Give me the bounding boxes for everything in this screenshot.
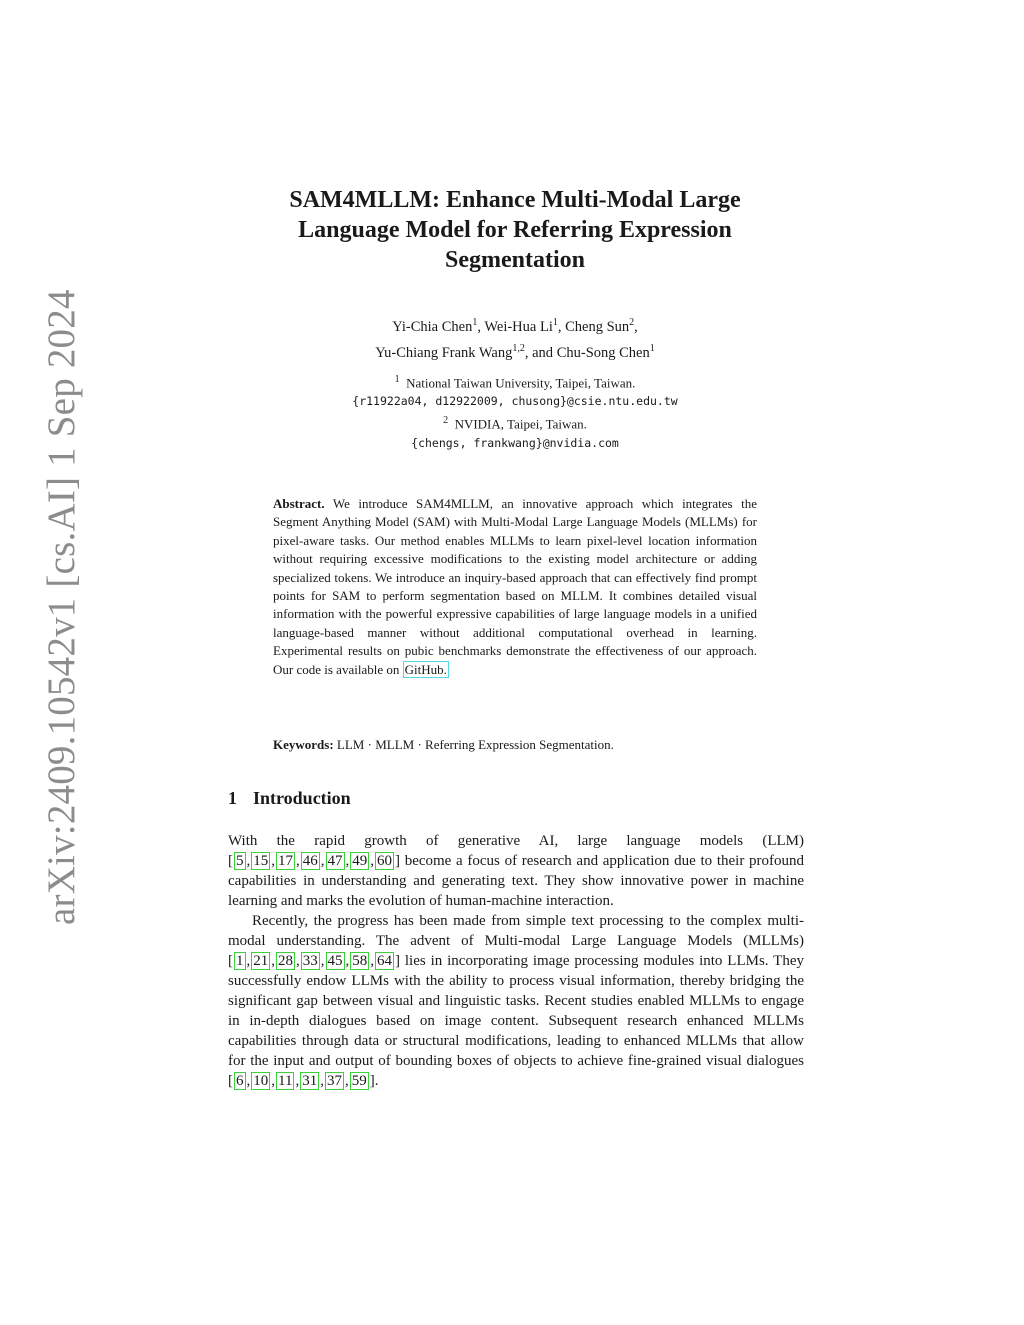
citation-separator: , xyxy=(271,1073,275,1089)
citation-link[interactable]: 58 xyxy=(352,953,368,969)
author-affil-mark: 1 xyxy=(472,317,478,328)
paragraph-text: ] become a focus of research and application due to their profound capabilities in understanding and generating text. They show innovative power in machine learning and marks the evolution of human-machine interaction. xyxy=(228,853,804,909)
keywords xyxy=(273,736,757,754)
arxiv-identifier: arXiv:2409.10542v1 [cs.AI] 1 Sep 2024 xyxy=(40,289,83,925)
affiliation-mark: 2 xyxy=(443,415,449,427)
citation-group xyxy=(233,853,395,869)
author-separator: , xyxy=(557,318,566,335)
citation-link[interactable]: 64 xyxy=(377,953,392,969)
citation-link[interactable]: 6 xyxy=(236,1073,244,1089)
citation-separator: , xyxy=(320,853,325,869)
paragraph xyxy=(228,911,804,1091)
abstract-label: Abstract. xyxy=(273,496,325,511)
paragraph-text: ]. xyxy=(369,1073,379,1089)
citation-separator: , xyxy=(370,953,374,969)
affiliation-line xyxy=(230,411,800,433)
keywords-text: LLM · MLLM · Referring Expression Segmentation. xyxy=(336,737,614,752)
citation-group xyxy=(233,953,395,969)
paragraph xyxy=(228,831,804,911)
citation-separator: , xyxy=(370,853,374,869)
citation-link[interactable]: 46 xyxy=(302,853,318,869)
citation-separator: , xyxy=(344,1073,349,1089)
citation-separator: , xyxy=(320,953,325,969)
paper-title xyxy=(230,185,800,275)
citation-link[interactable]: 47 xyxy=(327,853,343,869)
author-line xyxy=(230,338,800,364)
citation-separator: , xyxy=(271,853,275,869)
author-line xyxy=(230,312,800,338)
affiliation-mark: 1 xyxy=(394,374,400,385)
affiliation-email: {chengs, frankwang}@nvidia.com xyxy=(411,435,619,450)
citation-link[interactable]: 11 xyxy=(278,1073,293,1089)
title-line: Segmentation xyxy=(445,247,585,273)
citation-link[interactable]: 5 xyxy=(236,853,244,869)
author-separator: , and xyxy=(524,344,557,361)
author-separator: , xyxy=(634,318,638,335)
author-list xyxy=(230,312,800,364)
citation-separator: , xyxy=(320,1073,324,1089)
citation-link[interactable]: 21 xyxy=(253,953,269,969)
author-affil-mark: 1 xyxy=(552,317,558,328)
title-line: SAM4MLLM: Enhance Multi-Modal Large xyxy=(289,187,741,213)
citation-link[interactable]: 15 xyxy=(253,853,269,869)
affiliation-line xyxy=(230,370,800,392)
affiliation-name: NVIDIA, Taipei, Taiwan. xyxy=(454,416,587,432)
abstract-text: We introduce SAM4MLLM, an innovative approach which integrates the Segment Anything Model (SAM) with Multi-Modal Large Language Models (MLLMs) for pixel-aware tasks. Our method enables MLLMs to learn pixel-level location information without requiring excessive modifications to the existing model architecture or adding specialized tokens. We introduce an inquiry-based approach that can effectively find prompt points for SAM to perform segmentation based on MLLM. It combines detailed visual information with the powerful expressive capabilities of large language models in a unified language-based manner without additional computational overhead in learning. Experimental results on pubic benchmarks demonstrate the effectiveness of our approach. Our code is available on xyxy=(273,496,757,677)
author-name: Cheng Sun xyxy=(565,318,630,335)
author-separator: , xyxy=(477,318,485,335)
author-affil-mark: 1,2 xyxy=(512,342,525,354)
citation-link[interactable]: 37 xyxy=(326,1073,342,1089)
citation-link[interactable]: 17 xyxy=(278,853,293,869)
citation-link[interactable]: 45 xyxy=(327,953,343,969)
affiliations xyxy=(230,370,800,453)
citation-link[interactable]: 60 xyxy=(377,853,392,869)
citation-separator: , xyxy=(246,853,251,869)
citation-link[interactable]: 33 xyxy=(302,953,318,969)
citation-separator: , xyxy=(296,953,300,969)
citation-separator: , xyxy=(345,953,350,969)
citation-separator: , xyxy=(295,1073,300,1089)
body-text xyxy=(228,831,804,1091)
citation-link[interactable]: 59 xyxy=(351,1073,367,1089)
author-affil-mark: 2 xyxy=(629,317,635,328)
author-name: Yi-Chia Chen xyxy=(392,318,473,335)
author-affil-mark: 1 xyxy=(649,342,655,354)
paragraph-text: Recently, the progress has been made from simple text processing to the complex multi-modal understanding. The advent of Multi-modal Large Language Models (MLLMs) [ xyxy=(228,913,804,969)
keywords-label: Keywords: xyxy=(273,737,334,752)
citation-separator: , xyxy=(296,853,300,869)
author-name: Yu-Chiang Frank Wang xyxy=(375,344,513,361)
citation-separator: , xyxy=(246,953,251,969)
citation-group xyxy=(233,1073,370,1089)
github-link[interactable]: GitHub. xyxy=(404,661,447,677)
citation-link[interactable]: 10 xyxy=(253,1073,269,1089)
paragraph-text: With the rapid growth of generative AI, large language models (LLM) [ xyxy=(228,833,804,869)
section-number: 1 xyxy=(228,788,237,808)
affiliation-name: National Taiwan University, Taipei, Taiwan. xyxy=(406,375,636,391)
section-heading xyxy=(228,788,351,809)
citation-separator: , xyxy=(246,1073,251,1089)
paragraph-text: ] lies in incorporating image processing modules into LLMs. They successfully endow LLMs with the ability to process visual information, thereby bridging the significant gap between visual and linguistic tasks. Recent studies enabled MLLMs to engage in in-depth dialogues based on image content. Subsequent research enhanced MLLMs capabilities through data or structural modifications, leading to enhanced MLLMs that allow for the input and output of bounding boxes of objects to achieve fine-grained visual dialogues [ xyxy=(228,953,804,1089)
author-name: Chu-Song Chen xyxy=(556,344,650,361)
citation-separator: , xyxy=(345,853,350,869)
citation-link[interactable]: 49 xyxy=(352,853,368,869)
author-name: Wei-Hua Li xyxy=(484,318,553,335)
citation-link[interactable]: 28 xyxy=(278,953,293,969)
citation-separator: , xyxy=(271,953,275,969)
section-title: Introduction xyxy=(253,788,351,808)
abstract xyxy=(273,495,757,679)
title-line: Language Model for Referring Expression xyxy=(298,217,732,243)
citation-link[interactable]: 1 xyxy=(236,953,244,969)
citation-link[interactable]: 31 xyxy=(302,1073,318,1089)
affiliation-email: {r11922a04, d12922009, chusong}@csie.ntu.edu.tw xyxy=(352,394,678,409)
